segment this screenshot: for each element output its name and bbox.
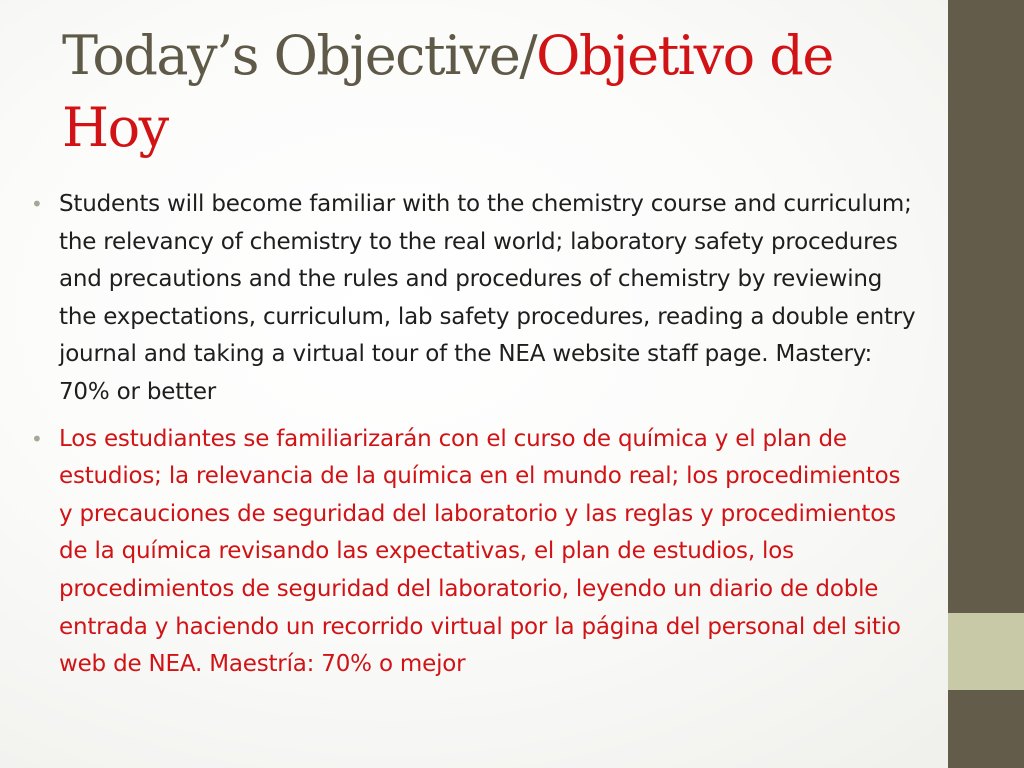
title-spanish: Objetivo de Hoy	[62, 24, 833, 159]
bullet-english-text: Students will become familiar with to the chemistry course and curriculum; the relevancy of chemistry to the real world; laboratory safety procedures and precautions and the rules and procedures of chemistry by reviewing the expectations, curriculum, lab safety procedures, reading a double entry journal and taking a virtual tour of the NEA website staff page. Mastery: 70% or better	[59, 191, 916, 405]
bullet-dot-icon: •	[31, 192, 43, 216]
slide-title	[62, 20, 932, 164]
bullet-spanish-text: Los estudiantes se familiarizarán con el curso de química y el plan de estudios; la relevancia de la química en el mundo real; los procedimientos y precauciones de seguridad del laboratorio y las reglas y procedimientos de la química revisando las expectativas, el plan de estudios, los procedimientos de seguridad del laboratorio, leyendo un diario de doble entrada y haciendo un recorrido virtual por la página del personal del sitio web de NEA. Maestría: 70% o mejor	[59, 425, 901, 678]
bullet-dot-icon: •	[31, 426, 43, 451]
bullet-english	[30, 186, 920, 412]
bullet-spanish	[30, 421, 920, 684]
bullet-list	[30, 186, 920, 684]
decorative-side-accent	[948, 613, 1024, 690]
title-english: Today’s Objective/	[62, 24, 537, 87]
